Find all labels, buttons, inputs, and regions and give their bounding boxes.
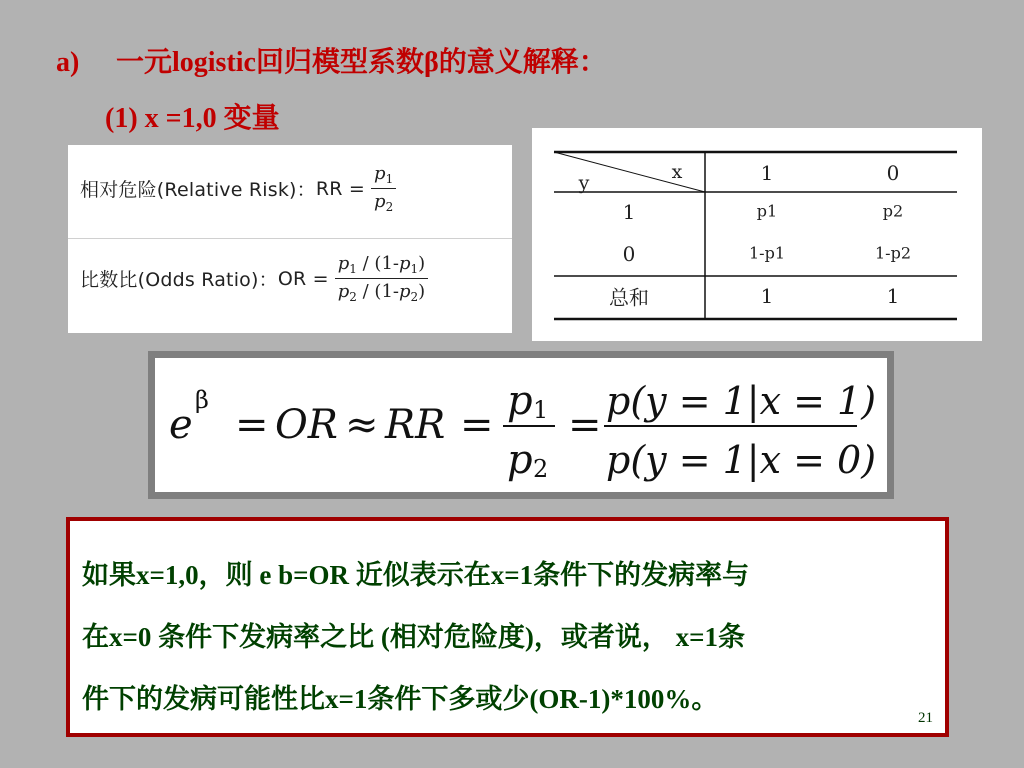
heading-marker: a) [56,47,80,78]
table-cell: p2 [882,201,904,221]
eq-equals-3: = [568,402,602,448]
explanation-line: 如果x=1,0，则 e b=OR 近似表示在x=1条件下的发病率与 [82,560,750,590]
page-number: 21 [918,710,933,726]
explanation-line: 件下的发病可能性比x=1条件下多或少(OR-1)*100%。 [82,684,719,714]
table-cell: 1-p2 [874,243,912,263]
table-cell: 1-p1 [748,243,786,263]
eq-rr: RR [385,402,446,448]
table-lines [532,128,982,341]
eq-p1: p [507,378,533,424]
eq-or: OR [275,402,338,448]
eq-equals-1: = [235,402,269,448]
eq-denominator: p(y = 1|x = 0) [606,438,877,482]
or-formula [80,253,428,304]
rr-denominator: $p_2$ [374,191,394,214]
or-fraction [335,253,428,304]
eq-numerator: p(y = 1|x = 1) [606,379,877,423]
table-col-header: 0 [886,161,900,185]
formula-divider [68,238,512,239]
or-denominator: $p_2 / (1-p_2)$ [337,281,426,304]
table-row-label: 0 [622,242,636,266]
table-col-header: 1 [760,161,774,185]
eq-approx: ≈ [345,402,379,448]
rr-formula [80,163,396,214]
table-header-x: x [671,161,683,183]
slide-heading [56,40,607,80]
slide-subheading: (1) x =1,0 变量 [105,103,280,134]
or-lhs: OR = [277,267,329,290]
table-row-label: 1 [622,200,636,224]
rr-numerator: $p_1$ [374,163,394,186]
table-cell: 1 [760,284,774,308]
table-cell: p1 [756,201,778,221]
rr-fraction [371,163,396,214]
eq-beta: β [195,386,209,414]
or-rr-equation [155,358,887,492]
rr-lhs: RR = [315,177,366,200]
or-numerator: $p_1 / (1-p_1)$ [337,253,426,276]
eq-equals-2: = [460,402,494,448]
rr-or-formula-panel [68,145,512,333]
equation-panel [155,358,887,492]
explanation-text [82,544,932,730]
table-cell: 1 [886,284,900,308]
heading-text: 一元logistic回归模型系数β的意义解释： [116,47,607,78]
eq-p1-sub: 1 [533,396,549,424]
eq-e: e [169,402,193,448]
probability-table [532,128,982,341]
eq-p2-sub: 2 [533,455,549,483]
equation-frame [148,351,894,499]
explanation-box [66,517,949,737]
table-header-y: y [578,172,590,194]
explanation-line: 在x=0 条件下发病率之比 (相对危险度)，或者说， x=1条 [82,622,746,652]
eq-p2: p [507,437,533,483]
rr-label: 相对危险(Relative Risk)： [80,179,316,201]
table-row-label: 总和 [609,285,649,310]
or-label: 比数比(Odds Ratio)： [80,269,278,291]
